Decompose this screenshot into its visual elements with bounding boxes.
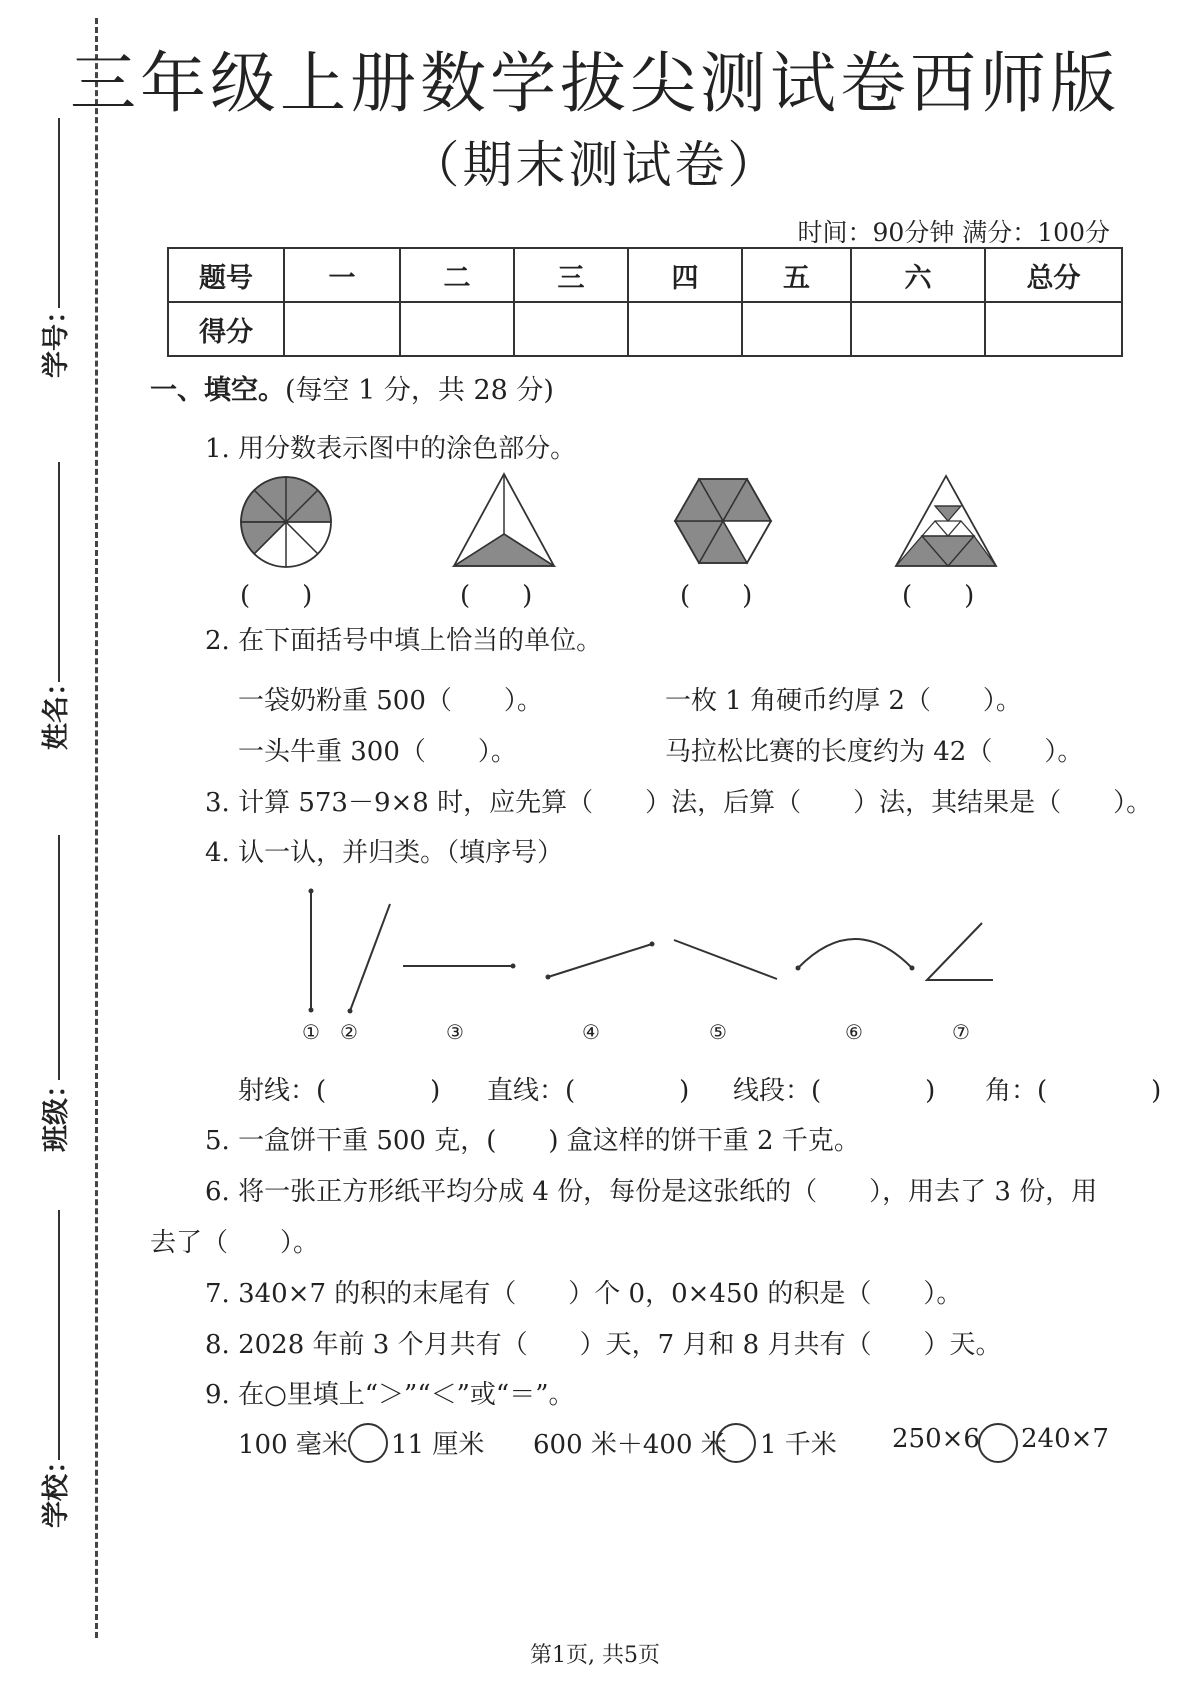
compare-b-right: 1 千米 [760, 1430, 837, 1460]
exam-meta: 时间：90分钟 满分：100分 [797, 218, 1110, 247]
figure-label-4: ④ [582, 1020, 600, 1044]
score-header-cell: 总分 [985, 248, 1122, 302]
answer-paren-4[interactable]: ( ) [902, 581, 975, 611]
ray-answer[interactable]: 射线：( ) [238, 1076, 441, 1106]
figure-6-curve [798, 939, 912, 968]
score-header-cell: 二 [400, 248, 514, 302]
class-label: 班级： [41, 1071, 72, 1152]
student-id-label: 学号： [41, 297, 72, 378]
section-note: (每空 1 分，共 28 分) [285, 375, 554, 406]
question-2d: 马拉松比赛的长度约为 42（ ）。 [665, 737, 1084, 767]
compare-circle-a[interactable] [347, 1422, 389, 1464]
compare-a-left: 100 毫米 [238, 1430, 348, 1460]
question-2b: 一枚 1 角硬币约厚 2（ ）。 [665, 686, 1022, 716]
figure-label-3: ③ [446, 1020, 464, 1044]
figure-label-7: ⑦ [952, 1020, 970, 1044]
compare-c-right: 240×7 [1021, 1424, 1109, 1454]
figure-4-segment [548, 944, 652, 977]
question-3: 3. 计算 573－9×8 时，应先算（ ）法，后算（ ）法，其结果是（ ）。 [205, 788, 1153, 818]
question-2a: 一袋奶粉重 500（ ）。 [238, 686, 543, 716]
compare-circle-c[interactable] [977, 1422, 1019, 1464]
page-footer: 第1页, 共5页 [530, 1643, 660, 1668]
figure-label-2: ② [340, 1020, 358, 1044]
question-1: 1. 用分数表示图中的涂色部分。 [205, 434, 577, 464]
question-5: 5. 一盒饼干重 500 克，( ) 盒这样的饼干重 2 千克。 [205, 1126, 860, 1156]
compare-c-left: 250×6 [892, 1424, 980, 1454]
section-title: 一、填空。 [150, 375, 285, 406]
figure-5-line [674, 940, 777, 979]
name-label: 姓名： [41, 669, 72, 750]
question-6-line2: 去了（ ）。 [150, 1228, 320, 1258]
page-subtitle: （期末测试卷） [409, 136, 781, 194]
angle-answer[interactable]: 角：( ) [985, 1076, 1162, 1106]
question-7: 7. 340×7 的积的末尾有（ ）个 0，0×450 的积是（ ）。 [205, 1279, 963, 1309]
compare-circle-b[interactable] [715, 1422, 757, 1464]
answer-paren-1[interactable]: ( ) [240, 581, 313, 611]
question-2: 2. 在下面括号中填上恰当的单位。 [205, 626, 603, 656]
figure-label-6: ⑥ [845, 1020, 863, 1044]
score-header-cell: 题号 [168, 248, 284, 302]
score-header-cell: 四 [628, 248, 742, 302]
compare-a-right: 11 厘米 [391, 1430, 485, 1460]
score-row-label: 得分 [168, 302, 284, 356]
score-header-cell: 三 [514, 248, 628, 302]
segment-answer[interactable]: 线段：( ) [733, 1076, 936, 1106]
answer-paren-3[interactable]: ( ) [680, 581, 753, 611]
question-8: 8. 2028 年前 3 个月共有（ ）天，7 月和 8 月共有（ ）天。 [205, 1330, 1002, 1360]
figure-7-angle [927, 923, 993, 980]
question-6-line1: 6. 将一张正方形纸平均分成 4 份，每份是这张纸的（ ），用去了 3 份，用 [205, 1177, 1098, 1207]
question-4: 4. 认一认，并归类。（填序号） [205, 838, 564, 868]
answer-paren-2[interactable]: ( ) [460, 581, 533, 611]
question-9: 9. 在○里填上“＞”“＜”或“＝”。 [205, 1380, 575, 1410]
score-header-cell: 六 [851, 248, 985, 302]
score-header-cell: 五 [742, 248, 851, 302]
page-title: 三年级上册数学拔尖测试卷西师版 [70, 45, 1120, 122]
school-label: 学校： [41, 1447, 72, 1528]
compare-b-left: 600 米＋400 米 [533, 1430, 727, 1460]
line-answer[interactable]: 直线：( ) [487, 1076, 690, 1106]
score-header-cell: 一 [284, 248, 400, 302]
figure-label-5: ⑤ [709, 1020, 727, 1044]
question-2c: 一头牛重 300（ ）。 [238, 737, 517, 767]
figure-label-1: ① [302, 1020, 320, 1044]
figure-2-ray [350, 904, 390, 1011]
